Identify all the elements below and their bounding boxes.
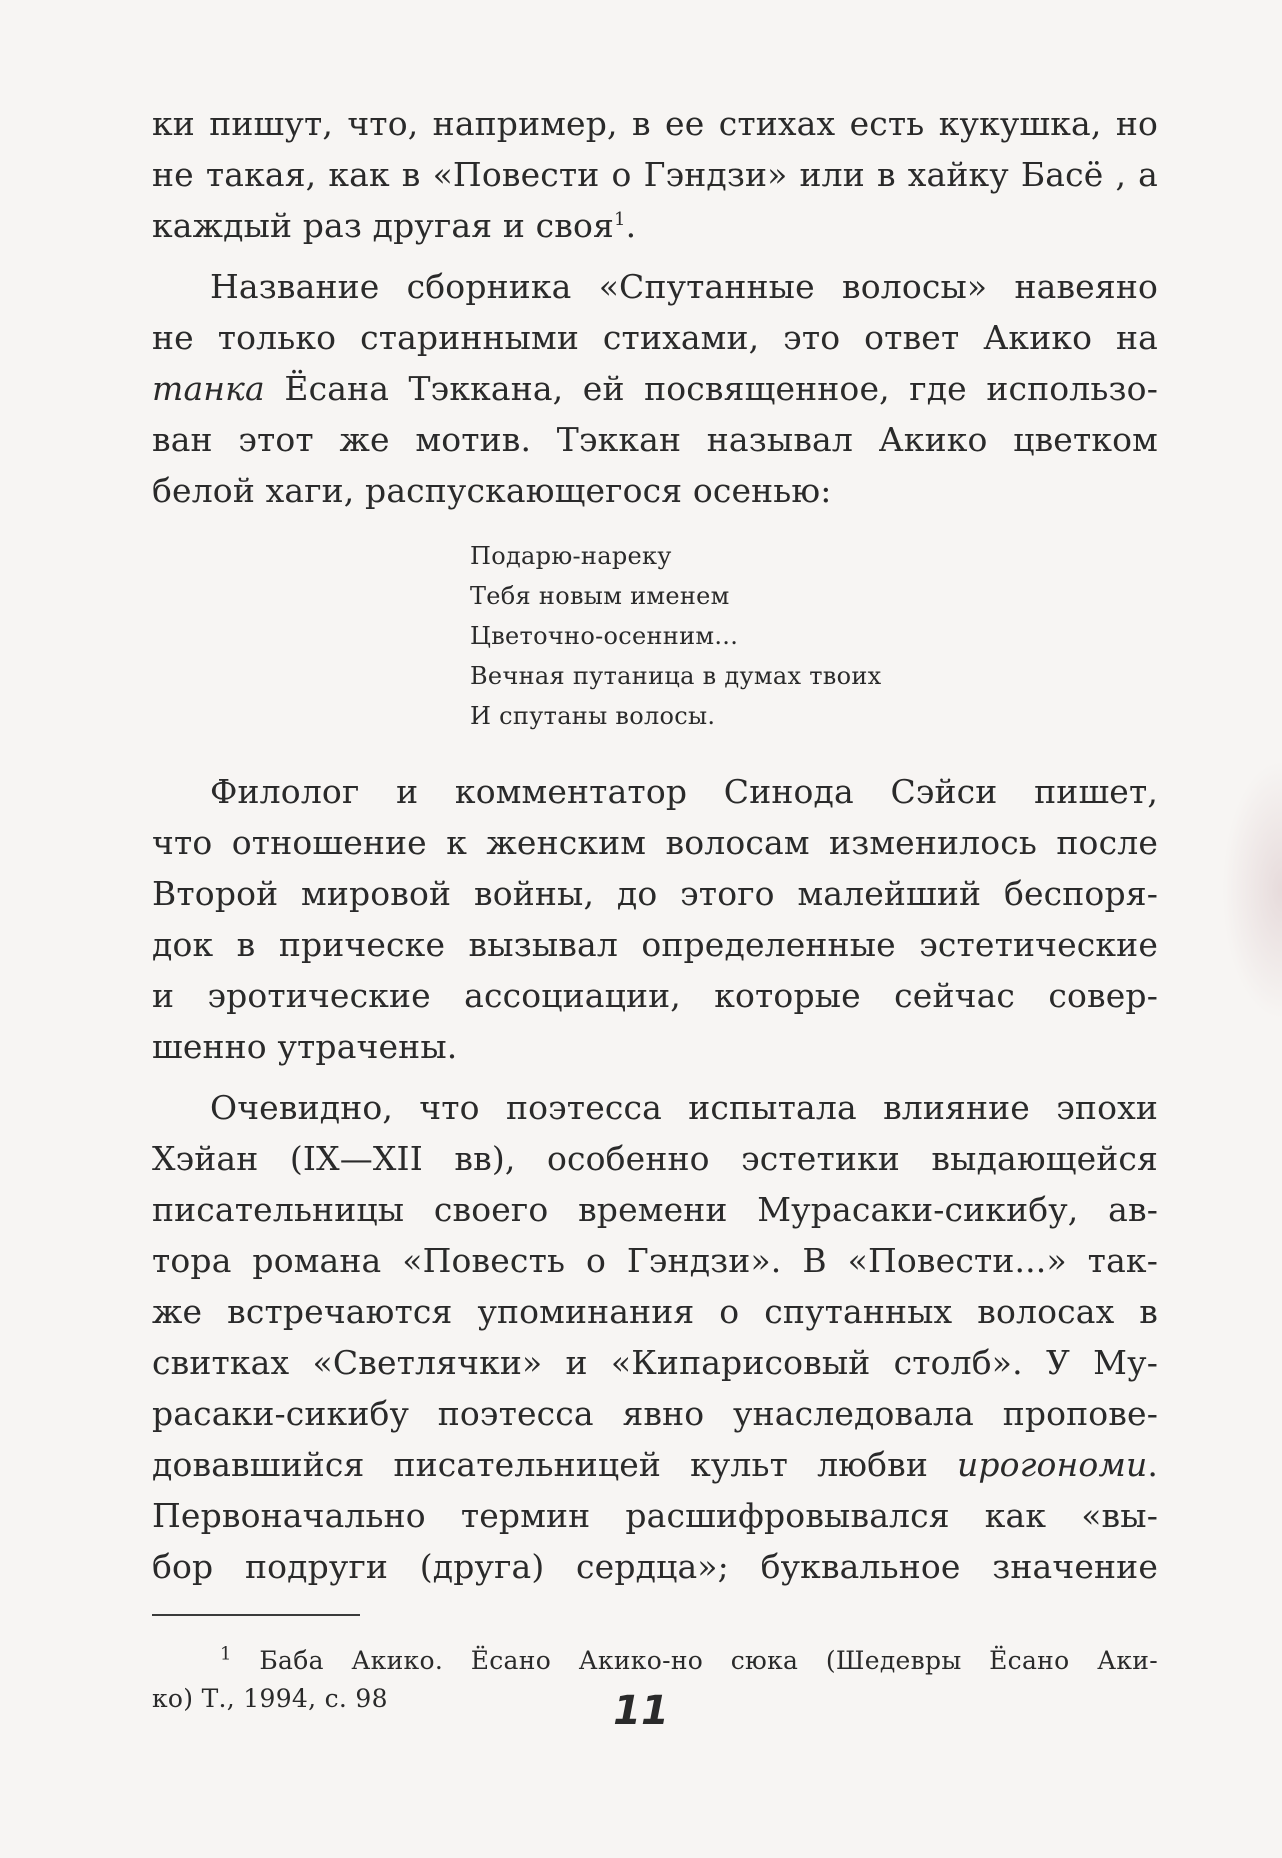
page-edge-bleed xyxy=(1222,760,1282,1020)
page-number: 11 xyxy=(613,1688,669,1734)
text-line: бор подруги (друга) сердца»; буквальное значение xyxy=(152,1547,1158,1586)
text-line: Очевидно, что поэтесса испытала влияние эпохи xyxy=(210,1088,1158,1127)
footnote-marker: 1 xyxy=(220,1643,232,1665)
book-page xyxy=(152,98,1158,1718)
text-fragment: каждый раз другая и своя xyxy=(152,206,614,245)
poem-line: Вечная путаница в думах твоих xyxy=(470,662,882,690)
text-fragment: Ёсана Тэккана, ей посвященное, где использо- xyxy=(264,369,1158,408)
text-line: ки пишут, что, например, в ее стихах есть кукушка, но xyxy=(152,104,1158,143)
text-line: же встречаются упоминания о спутанных волосах в xyxy=(152,1292,1158,1331)
footnote-divider xyxy=(152,1614,360,1616)
text-line: писательницы своего времени Мурасаки-сикибу, ав- xyxy=(152,1190,1158,1229)
text-line: тора романа «Повесть о Гэндзи». В «Повести...» так- xyxy=(152,1241,1158,1280)
text-line: док в прическе вызывал определенные эстетические xyxy=(152,925,1158,964)
paragraph-1 xyxy=(152,98,1158,251)
footnote-reference[interactable]: 1 xyxy=(613,209,626,230)
text-line: и эротические ассоциации, которые сейчас совер- xyxy=(152,976,1158,1015)
text-line: ван этот же мотив. Тэккан называл Акико цветком xyxy=(152,420,1158,459)
text-line: что отношение к женским волосам изменилось после xyxy=(152,823,1158,862)
paragraph-4 xyxy=(152,1082,1158,1592)
text-line xyxy=(152,1439,1158,1490)
text-line: Второй мировой войны, до этого малейший беспоря- xyxy=(152,874,1158,913)
text-fragment: довавшийся писательницей культ любви xyxy=(152,1445,957,1484)
text-line xyxy=(152,200,1158,251)
italic-term: танка xyxy=(152,369,265,408)
text-line: Хэйан (IX—XII вв), особенно эстетики выдающейся xyxy=(152,1139,1158,1178)
poem-block xyxy=(470,536,1158,736)
text-line: Филолог и комментатор Синода Сэйси пишет, xyxy=(210,772,1158,811)
text-line: белой хаги, распускающегося осенью: xyxy=(152,471,832,510)
poem-line: И спутаны волосы. xyxy=(470,702,716,730)
italic-term: ирогономи xyxy=(957,1445,1148,1484)
poem-line: Тебя новым именем xyxy=(470,582,730,610)
text-line: расаки-сикибу поэтесса явно унаследовала пропове- xyxy=(152,1394,1158,1433)
footnote-line xyxy=(152,1642,1158,1680)
poem-line: Подарю-нареку xyxy=(470,542,672,570)
poem-line: Цветочно-осенним... xyxy=(470,622,739,650)
text-fragment: . xyxy=(1147,1445,1158,1484)
text-line: шенно утрачены. xyxy=(152,1027,458,1066)
text-line: не только старинными стихами, это ответ Акико на xyxy=(152,318,1158,357)
text-fragment: . xyxy=(625,206,637,245)
text-line: не такая, как в «Повести о Гэндзи» или в хайку Басё , а xyxy=(152,155,1158,194)
text-line xyxy=(152,363,1158,414)
text-line: свитках «Светлячки» и «Кипарисовый столб». У Му- xyxy=(152,1343,1158,1382)
paragraph-2 xyxy=(152,261,1158,516)
text-line: Название сборника «Спутанные волосы» навеяно xyxy=(210,267,1158,306)
text-fragment: Баба Акико. Ёсано Акико-но сюка (Шедевры Ёсано Аки- xyxy=(231,1646,1158,1675)
paragraph-3 xyxy=(152,766,1158,1072)
footnote-line: ко) Т., 1994, с. 98 xyxy=(152,1684,388,1713)
text-line: Первоначально термин расшифровывался как «вы- xyxy=(152,1496,1158,1535)
